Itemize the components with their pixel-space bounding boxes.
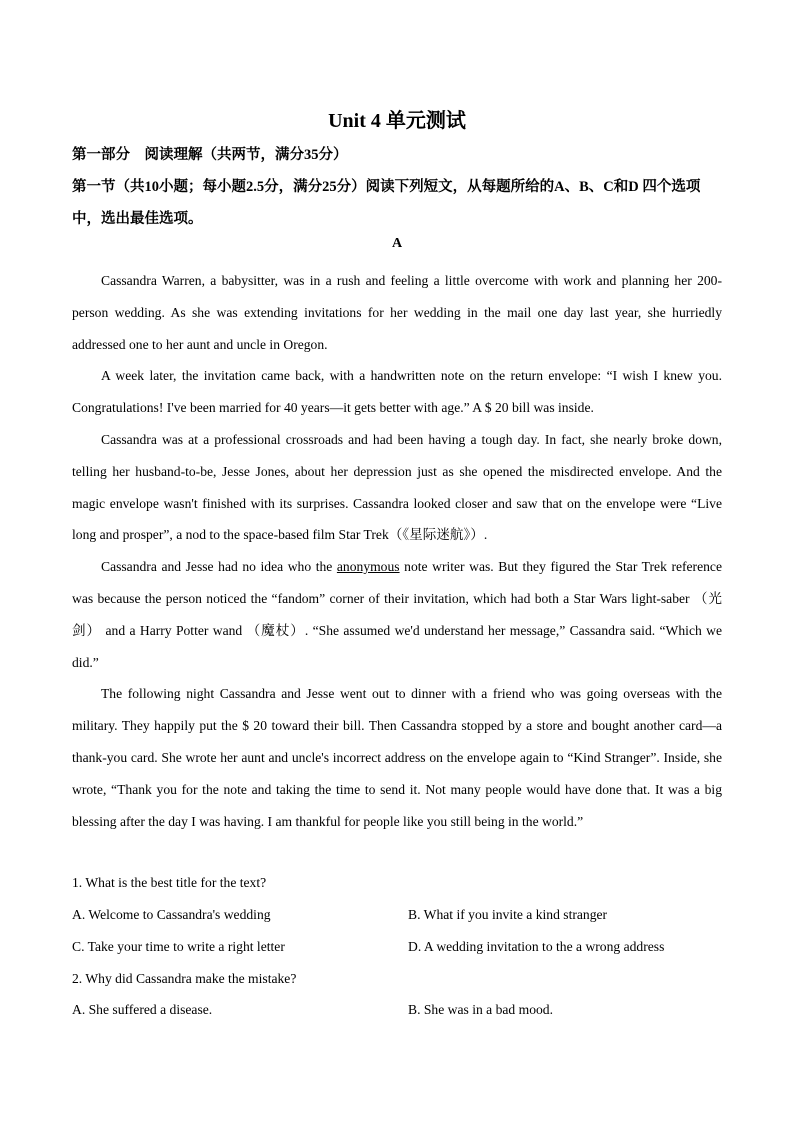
passage-label: A xyxy=(391,236,403,251)
question-2-option-b: B. She was in a bad mood. xyxy=(408,1002,553,1017)
page-title: Unit 4 单元测试 xyxy=(328,110,466,132)
paragraph-1: Cassandra Warren, a babysitter, was in a rush and feeling a little overcome with work and planning her 200-person wedding. As she was extending invitations for her wedding in the mail one day last year, she hurriedly addressed one to her aunt and uncle in Oregon. xyxy=(72,273,722,352)
section-instructions: 第一节（共10小题；每小题2.5分，满分25分）阅读下列短文，从每题所给的A、B、C和D 四个选项中，选出最佳选项。 xyxy=(72,179,701,227)
question-1-option-d: D. A wedding invitation to the a wrong address xyxy=(408,939,665,954)
paragraph-3: Cassandra was at a professional crossroads and had been having a tough day. In fact, she nearly broke down, telling her husband-to-be, Jesse Jones, about her depression just as she opened the misdirected envelope. And the magic envelope wasn't finished with its surprises. Cassandra looked closer and saw that on the envelope were “Live long and prosper”, a nod to the space-based film Star Trek（《星际迷航》）. xyxy=(72,431,722,543)
question-1-option-a: A. Welcome to Cassandra's wedding xyxy=(72,907,271,922)
question-2-stem: 2. Why did Cassandra make the mistake? xyxy=(72,971,297,986)
paragraph-5: The following night Cassandra and Jesse went out to dinner with a friend who was going overseas with the military. They happily put the $ 20 toward their bill. Then Cassandra stopped by a store and bought another card—a thank-you card. She wrote her aunt and uncle's incorrect address on the envelope again to “Kind Stranger”. Inside, she wrote, “Thank you for the note and taking the time to send it. Not many people would have done that. It was a big blessing after the day I was having. I am thankful for people like you still being in the world.” xyxy=(72,686,722,829)
part-heading: 第一部分 阅读理解（共两节，满分35分） xyxy=(72,147,348,163)
paragraph-4-before: Cassandra and Jesse had no idea who the xyxy=(101,559,337,575)
question-1-option-b: B. What if you invite a kind stranger xyxy=(408,907,608,922)
question-2-option-a: A. She suffered a disease. xyxy=(72,1002,213,1017)
paragraph-4-after: note writer was. But they figured the Star Trek reference was because the person noticed the “fandom” corner of their invitation, which had both a Star Wars light-saber （光剑） and a Harry Potter wand （魔杖）. “She assumed we'd understand her message,” Cassandra said. “Which we did.” xyxy=(72,559,722,670)
paragraph-4 xyxy=(72,551,722,678)
passage-body xyxy=(72,265,722,837)
paragraph-2: A week later, the invitation came back, with a handwritten note on the return envelope: “I wish I knew you. Congratulations! I've been married for 40 years—it gets better with age.” A $ 20 bill was inside. xyxy=(72,368,722,416)
underlined-word: anonymous xyxy=(336,559,400,575)
question-1-stem: 1. What is the best title for the text? xyxy=(72,875,267,890)
question-1-option-c: C. Take your time to write a right letter xyxy=(72,939,285,954)
